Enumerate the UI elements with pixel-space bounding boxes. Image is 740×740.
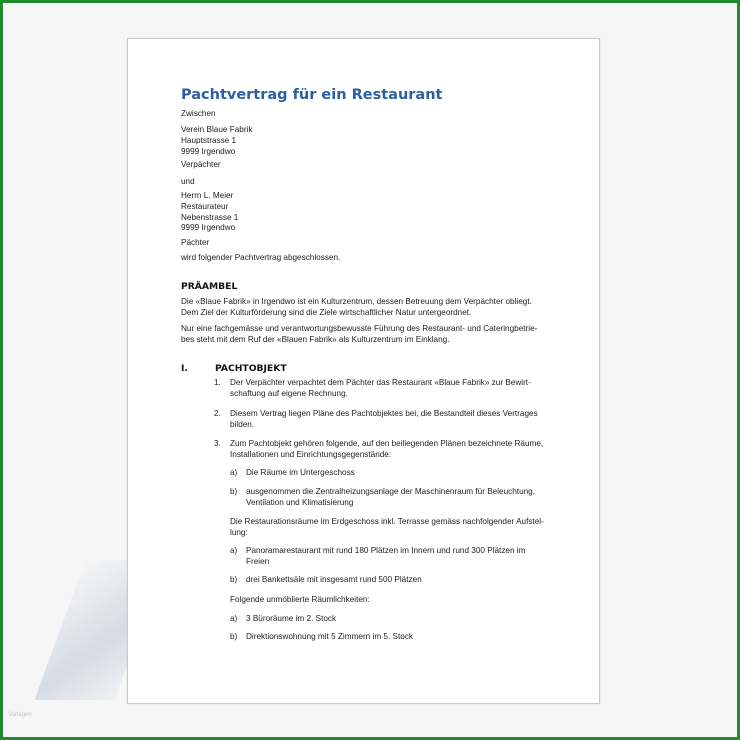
list-letter: a) [230,614,238,623]
preamble-paragraph-2 [181,324,537,346]
lessor-address [181,125,252,157]
document-title: Pachtvertrag für ein Restaurant [181,87,443,103]
paragraph-line: Die Restaurationsräume im Erdgeschoss inkl. Terrasse gemäss nachfolgender Aufstel- [230,517,544,526]
address-line: Nebenstrasse 1 [181,212,239,222]
list-line: Ventilation und Klimatisierung [246,497,354,507]
item-text [230,439,543,461]
tenant-address [181,191,238,234]
list-item: 3 Büroräume im 2. Stock [246,614,337,623]
paragraph-line: Dem Ziel der Kulturförderung sind die Ziele wirtschaftlicher Natur untergeordnet. [181,307,472,317]
list-letter: b) [230,575,238,584]
address-line: Verein Blaue Fabrik [181,125,253,134]
paragraph-line: lung: [230,527,248,537]
item-line: bilden. [230,419,255,429]
list-line: ausgenommen die Zentralheizungsanlage der Maschinenraum für Beleuchtung, [246,487,536,496]
item-number: 1. [214,378,221,387]
unfurnished-paragraph: Folgende unmöblierte Räumlichkeiten: [230,595,370,604]
lessor-role: Verpächter [181,160,221,169]
list-line: Panoramarestaurant mit rund 180 Plätzen im Innern und rund 300 Plätzen im [246,546,526,555]
item-line: Installationen und Einrichtungsgegenstände: [230,449,392,459]
list-line: Freien [246,556,270,566]
section-number: I. [181,363,188,374]
paragraph-line: Nur eine fachgemässe und verantwortungsbewusste Führung des Restaurant- und Cateringbetrie- [181,324,538,333]
address-line: Herrn L. Meier [181,191,234,200]
list-letter: a) [230,468,238,477]
list-item [246,487,535,509]
watermark-text: Vorlagen [8,712,32,718]
list-item: Direktionswohnung mit 5 Zimmern im 5. Stock [246,632,413,641]
paragraph-line: Die «Blaue Fabrik» in Irgendwo ist ein Kulturzentrum, dessen Betreuung dem Verpächter obliegt. [181,297,532,306]
address-line: 9999 Irgendwo [181,223,236,233]
list-letter: b) [230,632,238,641]
tenant-role: Pächter [181,238,210,247]
item-line: schaftung auf eigene Rechnung. [230,388,348,398]
list-item: Die Räume im Untergeschoss [246,468,355,477]
between-label: Zwischen [181,109,216,118]
list-item: drei Bankettsäle mit insgesamt rund 500 Plätzen [246,575,422,584]
and-label: und [181,177,195,186]
preamble-heading: PRÄAMBEL [181,281,238,292]
item-text [230,409,538,431]
closing-sentence: wird folgender Pachtvertrag abgeschlossen. [181,253,341,262]
ground-floor-paragraph [230,517,544,539]
list-letter: a) [230,546,238,555]
list-item [246,546,525,568]
address-line: Hauptstrasse 1 [181,135,237,145]
list-letter: b) [230,487,238,496]
document-page [127,38,600,704]
item-number: 3. [214,439,221,448]
address-line: Restaurateur [181,201,229,211]
item-line: Der Verpächter verpachtet dem Pächter das Restaurant «Blaue Fabrik» zur Bewirt- [230,378,531,387]
address-line: 9999 Irgendwo [181,146,236,156]
preamble-paragraph-1 [181,297,532,319]
item-number: 2. [214,409,221,418]
item-text [230,378,531,400]
section-heading: PACHTOBJEKT [215,363,287,374]
item-line: Diesem Vertrag liegen Pläne des Pachtobjektes bei, die Bestandteil dieses Vertrages [230,409,538,418]
paragraph-line: bes steht mit dem Ruf der «Blauen Fabrik» als Kulturzentrum im Einklang. [181,334,450,344]
item-line: Zum Pachtobjekt gehören folgende, auf den beiliegenden Plänen bezeichnete Räume, [230,439,544,448]
